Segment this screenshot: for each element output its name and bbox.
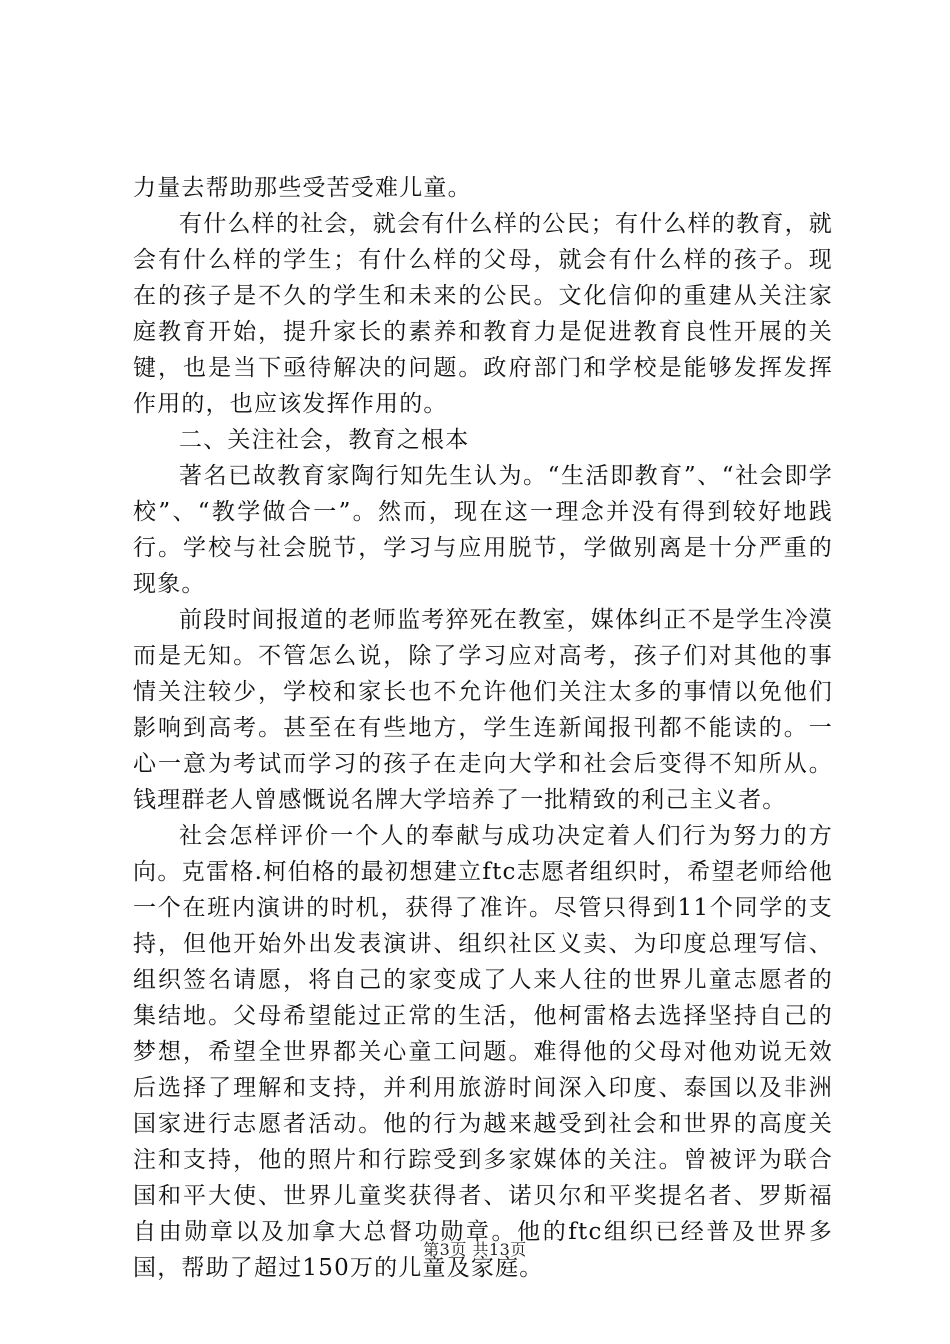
paragraph-2: 有什么样的社会，就会有什么样的公民；有什么样的教育，就会有什么样的学生；有什么样的父母，就会有什么样的孩子。现在的孩子是不久的学生和未来的公民。文化信仰的重建从关注家庭教育开始，提升家长的素养和教育力是促进教育良性开展的关键，也是当下亟待解决的问题。政府部门和学校是能够发挥发挥作用的，也应该发挥作用的。 bbox=[133, 211, 833, 417]
section-heading: 二、关注社会，教育之根本 bbox=[179, 427, 470, 453]
paragraph-1: 力量去帮助那些受苦受难儿童。 bbox=[133, 175, 472, 201]
page-number-footer: 第3页 共13页 bbox=[423, 1240, 527, 1259]
document-body bbox=[133, 170, 833, 1286]
paragraph-5: 社会怎样评价一个人的奉献与成功决定着人们行为努力的方向。克雷格.柯伯格的最初想建立ftc志愿者组织时，希望老师给他一个在班内演讲的时机，获得了准许。尽管只得到11个同学的支持，但他开始外出发表演讲、组织社区义卖、为印度总理写信、组织签名请愿，将自己的家变成了人来人往的世界儿童志愿者的集结地。父母希望能过正常的生活，他柯雷格去选择坚持自己的梦想，希望全世界都关心童工问题。难得他的父母对他劝说无效后选择了理解和支持，并利用旅游时间深入印度、泰国以及非洲国家进行志愿者活动。他的行为越来越受到社会和世界的高度关注和支持，他的照片和行踪受到多家媒体的关注。曾被评为联合国和平大使、世界儿童奖获得者、诺贝尔和平奖提名者、罗斯福自由勋章以及加拿大总督功勋章。他的ftc组织已经普及世界多国，帮助了超过150万的儿童及家庭。 bbox=[133, 823, 833, 1281]
paragraph-3: 著名已故教育家陶行知先生认为。“生活即教育”、“社会即学校”、“教学做合一”。然而，现在这一理念并没有得到较好地践行。学校与社会脱节，学习与应用脱节，学做别离是十分严重的现象。 bbox=[133, 463, 833, 597]
paragraph-4: 前段时间报道的老师监考猝死在教室，媒体纠正不是学生冷漠而是无知。不管怎么说，除了学习应对高考，孩子们对其他的事情关注较少，学校和家长也不允许他们关注太多的事情以免他们影响到高考。甚至在有些地方，学生连新闻报刊都不能读的。一心一意为考试而学习的孩子在走向大学和社会后变得不知所从。钱理群老人曾感慨说名牌大学培养了一批精致的利己主义者。 bbox=[133, 607, 833, 813]
